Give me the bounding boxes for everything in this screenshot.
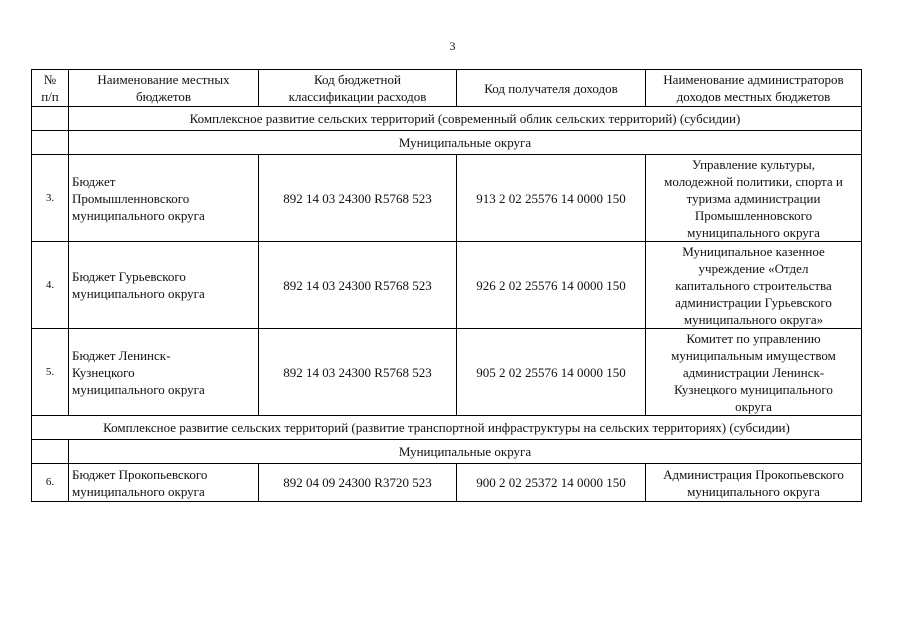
administrator-line: администрации Гурьевского [675,294,832,310]
administrator-line: Кузнецкого муниципального [674,381,833,397]
header-num-line: п/п [41,89,59,104]
section-subtitle: Муниципальные округа [69,440,862,464]
header-budget-name [69,70,259,107]
table-row [32,155,862,242]
administrator-name [646,329,862,416]
administrator-name [646,155,862,242]
administrator-line: молодежной политики, спорта и [664,173,843,189]
header-recipient-code-line: Код получателя доходов [484,80,618,96]
header-budget-name-line: бюджетов [135,89,191,104]
administrator-line: Управление культуры, [692,156,815,172]
administrator-line: администрации Ленинск- [682,364,825,380]
row-number: 5. [32,329,69,416]
administrator-line: Муниципальное казенное [682,243,825,259]
empty-cell [32,440,69,464]
administrator-name [646,242,862,329]
recipient-code: 926 2 02 25576 14 0000 150 [457,242,646,329]
administrator-line: Комитет по управлению [686,330,821,346]
header-administrators [646,70,862,107]
administrator-line: Администрация Прокопьевского [663,466,844,482]
section-title: Комплексное развитие сельских территорий (современный облик сельских территорий) (субсидии) [69,107,862,131]
budget-name-line: Бюджет [72,173,116,189]
header-expense-code [259,70,457,107]
row-number: 3. [32,155,69,242]
header-num-line: № [43,72,57,87]
empty-cell [32,131,69,155]
administrator-line: муниципального округа [687,483,820,499]
budget-name-line: Промышленновского [72,190,190,206]
budget-table [31,69,862,502]
section-title-row [32,107,862,131]
recipient-code: 905 2 02 25576 14 0000 150 [457,329,646,416]
administrator-line: капитального строительства [675,277,832,293]
section-subtitle-row [32,131,862,155]
budget-name-line: Бюджет Ленинск- [72,347,171,363]
page-number: 3 [449,39,456,53]
section-title-row [32,416,862,440]
administrator-line: учреждение «Отдел [698,260,809,276]
table-row [32,242,862,329]
header-expense-code-line: классификации расходов [288,89,427,104]
recipient-code: 900 2 02 25372 14 0000 150 [457,464,646,502]
budget-name-line: Кузнецкого [72,364,135,380]
header-num [32,70,69,107]
header-row [32,70,862,107]
administrator-line: муниципального округа» [683,311,824,327]
expense-code: 892 14 03 24300 R5768 523 [259,329,457,416]
budget-name-line: муниципального округа [72,483,205,499]
expense-code: 892 04 09 24300 R3720 523 [259,464,457,502]
empty-cell [32,107,69,131]
budget-name [69,242,259,329]
budget-name-line: Бюджет Гурьевского [72,269,186,284]
row-number: 6. [32,464,69,502]
section-subtitle-row [32,440,862,464]
administrator-name [646,464,862,502]
table-row [32,464,862,502]
expense-code: 892 14 03 24300 R5768 523 [259,155,457,242]
administrator-line: муниципальным имуществом [671,347,836,363]
budget-name [69,155,259,242]
expense-code: 892 14 03 24300 R5768 523 [259,242,457,329]
administrator-line: Промышленновского [694,207,813,223]
header-administrators-line: Наименование администраторов [663,72,844,87]
budget-name-line: муниципального округа [72,286,205,301]
recipient-code: 913 2 02 25576 14 0000 150 [457,155,646,242]
budget-name [69,329,259,416]
row-number: 4. [32,242,69,329]
budget-name [69,464,259,502]
header-administrators-line: доходов местных бюджетов [676,89,831,104]
header-recipient-code [457,70,646,107]
budget-name-line: муниципального округа [72,207,205,223]
administrator-line: туризма администрации [686,190,821,206]
budget-name-line: Бюджет Прокопьевского [72,466,208,482]
section-title: Комплексное развитие сельских территорий (развитие транспортной инфраструктуры на сельских территориях) (субсидии) [32,416,862,440]
administrator-line: муниципального округа [687,224,820,240]
table-row [32,329,862,416]
section-subtitle: Муниципальные округа [69,131,862,155]
administrator-line: округа [735,398,772,414]
budget-name-line: муниципального округа [72,381,205,397]
header-budget-name-line: Наименование местных [97,72,230,87]
header-expense-code-line: Код бюджетной [314,72,401,87]
